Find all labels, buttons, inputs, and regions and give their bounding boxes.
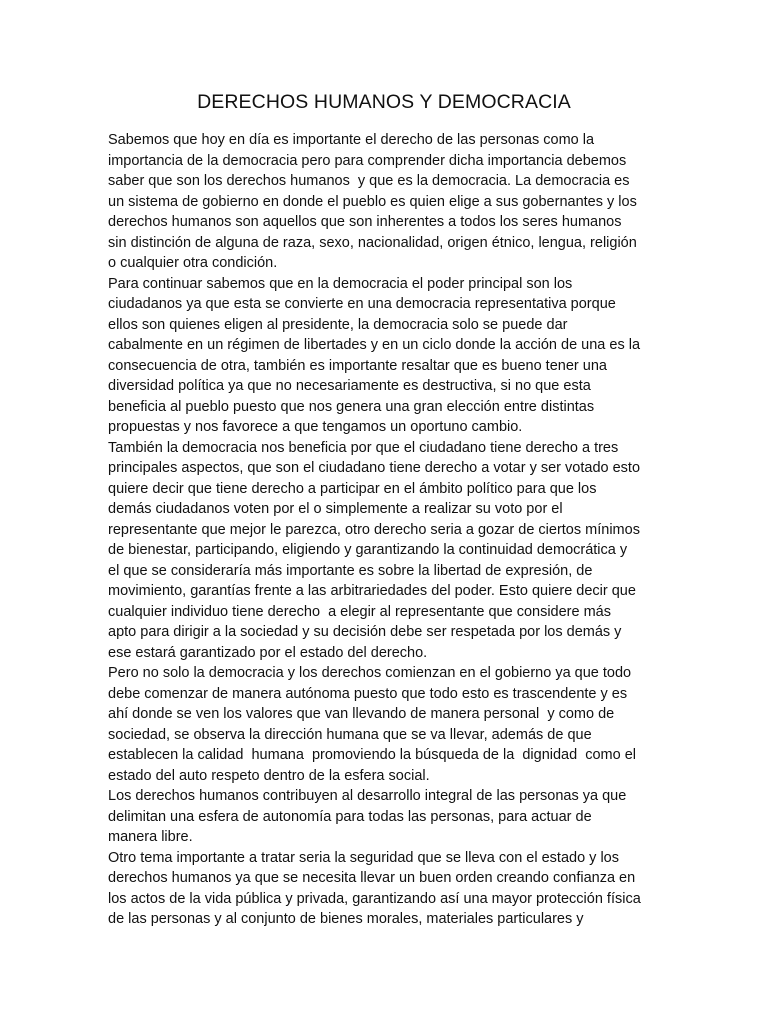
document-title: DERECHOS HUMANOS Y DEMOCRACIA [197, 91, 571, 113]
text-line: sociedad, se observa la dirección humana que se va llevar, además de que [108, 726, 592, 743]
text-line: importancia de la democracia pero para comprender dicha importancia debemos [108, 152, 627, 169]
text-line: consecuencia de otra, también es importante resaltar que es bueno tener una [108, 357, 607, 374]
text-line: establecen la calidad humana promoviendo la búsqueda de la dignidad como el [108, 747, 636, 763]
text-line: delimitan una esfera de autonomía para todas las personas, para actuar de [108, 808, 592, 825]
text-line: propuestas y nos favorece a que tengamos un oportuno cambio. [108, 419, 523, 435]
text-line: Pero no solo la democracia y los derechos comienzan en el gobierno ya que todo [108, 665, 632, 681]
text-line: ellos son quienes eligen al presidente, la democracia solo se puede dar [108, 316, 568, 333]
text-line: manera libre. [108, 829, 193, 845]
text-line: beneficia al pueblo puesto que nos genera una gran elección entre distintas [108, 398, 595, 415]
text-line: o cualquier otra condición. [108, 255, 278, 271]
text-line: Para continuar sabemos que en la democracia el poder principal son los [108, 275, 573, 292]
text-line: Los derechos humanos contribuyen al desarrollo integral de las personas ya que [108, 788, 627, 804]
text-line: quiere decir que tiene derecho a participar en el ámbito político para que los [108, 480, 597, 497]
document-body [108, 130, 668, 930]
text-line: los actos de la vida pública y privada, garantizando así una mayor protección física [108, 890, 641, 907]
text-line: apto para dirigir a la sociedad y su decisión debe ser respetada por los demás y [108, 624, 622, 640]
text-line: Otro tema importante a tratar seria la seguridad que se lleva con el estado y los [108, 849, 619, 866]
text-line: de bienestar, participando, eligiendo y garantizando la continuidad democrática y [108, 542, 628, 558]
text-line: representante que mejor le parezca, otro derecho seria a gozar de ciertos mínimos [108, 521, 640, 538]
text-line: un sistema de gobierno en donde el pueblo es quien elige a sus gobernantes y los [108, 193, 637, 210]
text-line: movimiento, garantías frente a las arbitrariedades del poder. Esto quiere decir que [108, 583, 636, 599]
text-line: Sabemos que hoy en día es importante el derecho de las personas como la [108, 132, 595, 148]
text-line: derechos humanos son aquellos que son inherentes a todos los seres humanos [108, 214, 622, 230]
text-line: sin distinción de alguna de raza, sexo, nacionalidad, origen étnico, lengua, religión [108, 234, 637, 251]
text-line: el que se consideraría más importante es sobre la libertad de expresión, de [108, 562, 593, 579]
text-line: ese estará garantizado por el estado del derecho. [108, 644, 428, 661]
text-line: derechos humanos ya que se necesita llevar un buen orden creando confianza en [108, 870, 636, 886]
text-line: demás ciudadanos voten por el o simplemente a realizar su voto por el [108, 501, 563, 517]
text-line: También la democracia nos beneficia por que el ciudadano tiene derecho a tres [108, 439, 619, 456]
text-line: principales aspectos, que son el ciudadano tiene derecho a votar y ser votado esto [108, 460, 641, 476]
text-line: saber que son los derechos humanos y que es la democracia. La democracia es [108, 173, 630, 189]
text-line: de las personas y al conjunto de bienes morales, materiales particulares y [108, 911, 584, 927]
text-line: ciudadanos ya que esta se convierte en una democracia representativa porque [108, 296, 616, 312]
text-line: cualquier individuo tiene derecho a elegir al representante que considere más [108, 603, 611, 620]
text-line: ahí donde se ven los valores que van llevando de manera personal y como de [108, 706, 615, 722]
text-line: cabalmente en un régimen de libertades y en un ciclo donde la acción de una es la [108, 337, 641, 353]
text-line: diversidad política ya que no necesariamente es destructiva, si no que esta [108, 378, 591, 394]
text-line: debe comenzar de manera autónoma puesto que todo esto es trascendente y es [108, 685, 628, 702]
text-line: estado del auto respeto dentro de la esfera social. [108, 767, 430, 784]
